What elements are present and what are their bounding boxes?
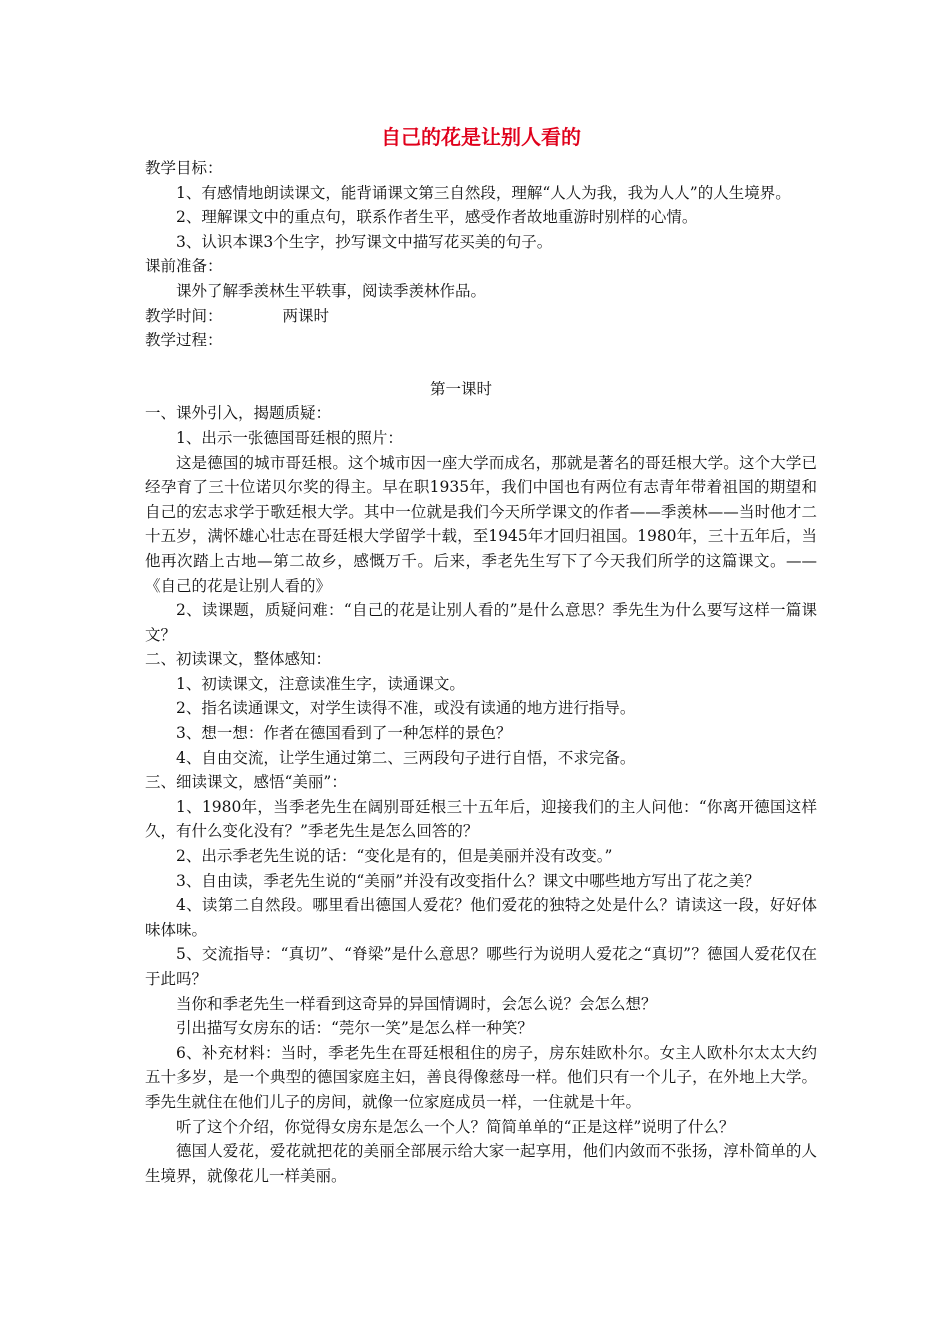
section3-heading: 三、细读课文，感悟“美丽”： [145, 773, 347, 792]
document-title: 自己的花是让别人看的 [381, 125, 581, 149]
section3-item: 4、读第二自然段。哪里看出德国人爱花？他们爱花的独特之处是什么？请读这一段，好好体味体味。 [145, 896, 817, 939]
goal-item: 1、有感情地朗读课文，能背诵课文第三自然段，理解“人人为我，我为人人”的人生境界。 [176, 183, 791, 202]
section3-item: 3、自由读，季老先生说的“美丽”并没有改变指什么？课文中哪些地方写出了花之美？ [176, 871, 760, 890]
section3-item: 1、1980年，当季老先生在阔别哥廷根三十五年后，迎接我们的主人问他：“你离开德国这样久，有什么变化没有？”季老先生是怎么回答的？ [145, 797, 817, 841]
document-page [145, 118, 817, 1188]
lesson-heading: 第一课时 [429, 379, 492, 398]
section3-item: 2、出示季老先生说的话：“变化是有的，但是美丽并没有改变。” [176, 847, 613, 866]
goals-heading: 教学目标： [145, 159, 223, 177]
section3-item: 引出描写女房东的话：“莞尔一笑”是怎么样一种笑？ [176, 1019, 533, 1038]
process-heading: 教学过程： [145, 331, 223, 350]
goal-item: 3、认识本课3个生字，抄写课文中描写花买美的句子。 [176, 232, 553, 251]
prep-heading: 课前准备： [145, 257, 223, 276]
section2-item: 1、初读课文，注意读准生字，读通课文。 [176, 674, 465, 693]
section3-item: 当你和季老先生一样看到这奇异的异国情调时，会怎么说？会怎么想？ [176, 994, 657, 1013]
section1-item: 2、读课题，质疑问难：“自己的花是让别人看的”是什么意思？季先生为什么要写这样一篇课文？ [145, 601, 817, 644]
section3-item: 听了这个介绍，你觉得女房东是怎么一个人？简简单单的“正是这样”说明了什么？ [176, 1117, 735, 1136]
section1-heading: 一、课外引入，揭题质疑： [145, 404, 332, 423]
prep-text: 课外了解季羡林生平轶事，阅读季羡林作品。 [176, 281, 487, 300]
section1-item: 这是德国的城市哥廷根。这个城市因一座大学而成名，那就是著名的哥廷根大学。这个大学已经孕育了三十位诺贝尔奖的得主。早在职1935年，我们中国也有两位有志青年带着祖国的期望和自己的宏志求学于歌廷根大学。其中一位就是我们今天所学课文的作者——季羡林——当时他才二十五岁，满怀雄心壮志在哥廷根大学留学十载，至1945年才回归祖国。1980年，三十五年后，当他再次踏上古地—第二故乡，感慨万千。后来，季老先生写下了今天我们所学的这篇课文。——《自己的花是让别人看的》 [145, 453, 817, 595]
time-label: 教学时间： [145, 306, 223, 325]
teaching-time [145, 304, 817, 329]
section2-item: 4、自由交流，让学生通过第二、三两段句子进行自悟，不求完备。 [176, 748, 636, 767]
section3-item: 6、补充材料：当时，季老先生在哥廷根租住的房子，房东娃欧朴尔。女主人欧朴尔太太大约五十多岁，是一个典型的德国家庭主妇，善良得像慈母一样。他们只有一个儿子，在外地上大学。季先生就住在他们儿子的房间，就像一位家庭成员一样，一住就是十年。 [145, 1043, 817, 1111]
section3-item: 德国人爱花，爱花就把花的美丽全部展示给大家一起享用，他们内敛而不张扬，淳朴简单的人生境界，就像花儿一样美丽。 [145, 1142, 817, 1185]
section1-item: 1、出示一张德国哥廷根的照片： [176, 428, 403, 447]
section2-item: 2、指名读通课文，对学生读得不准，或没有读通的地方进行指导。 [176, 699, 636, 718]
section2-heading: 二、初读课文，整体感知： [145, 650, 332, 669]
section3-item: 5、交流指导：“真切”、“脊梁”是什么意思？哪些行为说明人爱花之“真切”？德国人爱花仅在于此吗？ [145, 945, 817, 988]
goal-item: 2、理解课文中的重点句，联系作者生平，感受作者故地重游时别样的心情。 [176, 208, 698, 227]
time-value: 两课时 [282, 306, 330, 325]
section2-item: 3、想一想：作者在德国看到了一种怎样的景色？ [176, 724, 512, 743]
